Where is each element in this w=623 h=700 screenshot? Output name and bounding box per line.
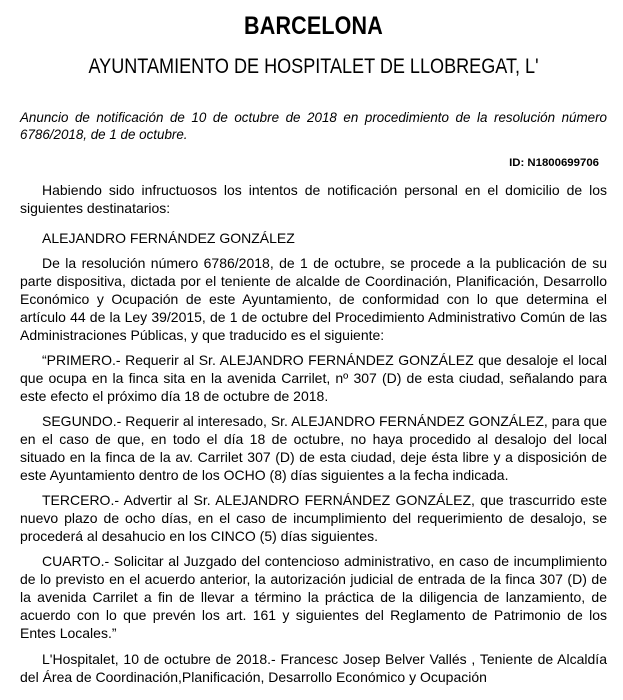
segundo-paragraph: SEGUNDO.- Requerir al interesado, Sr. ALEJANDRO FERNÁNDEZ GONZÁLEZ, para que en el caso de que, en todo el día 18 de octubre, no haya procedido al desalojo del local situado en la finca de la av. Carrilet 307 (D) de esta ciudad, deje ésta libre y a disposición de este Ayuntamiento dentro de los OCHO (8) días siguientes a la fecha indicada. [20,413,607,483]
primero-paragraph: “PRIMERO.- Requerir al Sr. ALEJANDRO FERNÁNDEZ GONZÁLEZ que desaloje el local que ocupa en la finca sita en la avenida Carrilet, nº 307 (D) de esta ciudad, señalando para este efecto el próximo día 18 de octubre de 2018. [20,352,607,404]
document-id: ID: N1800699706 [509,157,599,169]
organization-heading: AYUNTAMIENTO DE HOSPITALET DE LLOBREGAT, L' [88,55,539,78]
intro-paragraph: Habiendo sido infructuosos los intentos de notificación personal en el domicilio de los siguientes destinatarios: [20,182,607,216]
resolution-paragraph: De la resolución número 6786/2018, de 1 de octubre, se procede a la publicación de su parte dispositiva, dictada por el teniente de alcalde de Coordinación, Planificación, Desarrollo Económico y Ocupación de este Ayuntamiento, de conformidad con lo que determina el artículo 44 de la Ley 39/2015, de 1 de octubre del Procedimiento Administrativo Común de las Administraciones Públicas, y que traducido es el siguiente: [20,255,607,343]
recipient-name: ALEJANDRO FERNÁNDEZ GONZÁLEZ [42,230,295,246]
signature-paragraph: L'Hospitalet, 10 de octubre de 2018.- Francesc Josep Belver Vallés , Teniente de Alcaldía del Área de Coordinación,Planificación, Desarrollo Económico y Ocupación [20,651,607,685]
document-body [20,181,607,686]
tercero-paragraph: TERCERO.- Advertir al Sr. ALEJANDRO FERNÁNDEZ GONZÁLEZ, que trascurrido este nuevo plazo de ocho días, en el caso de incumplimiento del requerimiento de desalojo, se procederá al desahucio en los CINCO (5) días siguientes. [20,492,607,544]
cuarto-paragraph: CUARTO.- Solicitar al Juzgado del contencioso administrativo, en caso de incumplimiento de lo previsto en el acuerdo anterior, la autorización judicial de entrada de la finca 307 (D) de la avenida Carrilet a fin de llevar a término la práctica de la diligencia de lanzamiento, de acuerdo con lo que prevén los art. 161 y siguientes del Reglamento de Patrimonio de los Entes Locales.” [20,553,607,641]
page-title: BARCELONA [244,12,383,40]
announcement-summary: Anuncio de notificación de 10 de octubre de 2018 en procedimiento de la resolución número 6786/2018, de 1 de octubre. [20,110,607,142]
